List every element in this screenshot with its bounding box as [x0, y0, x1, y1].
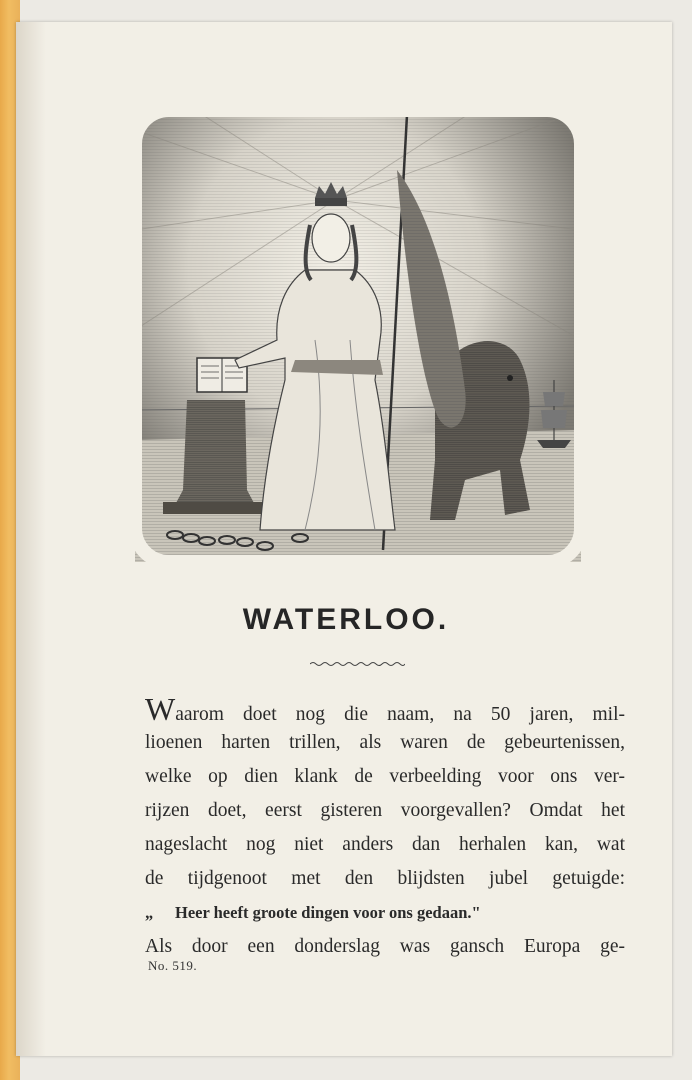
text-line: lioenen harten trillen, als waren de gebeurtenissen,	[145, 732, 625, 753]
engraving-illustration	[135, 110, 581, 562]
text-line: de tijdgenoot met den blijdsten jubel getuigde:	[145, 868, 625, 889]
text-line: Waarom doet nog die naam, na 50 jaren, mil-	[145, 691, 625, 727]
title-ornament-rule	[310, 660, 405, 668]
text-line: welke op dien klank de verbeelding voor ons ver-	[145, 766, 625, 787]
signature-mark: No. 519.	[148, 958, 198, 973]
text-line: Als door een donderslag was gansch Europa ge-	[145, 936, 625, 957]
quote-line: „ Heer heeft groote dingen voor ons gedaan."	[145, 903, 481, 922]
page-title: WATERLOO.	[242, 603, 450, 636]
body-paragraph	[145, 692, 625, 964]
text-line: rijzen doet, eerst gisteren voorgevallen? Omdat het	[145, 800, 625, 821]
initial-letter: W	[145, 691, 176, 727]
text-line: nageslacht nog niet anders dan herhalen kan, wat	[145, 834, 625, 855]
